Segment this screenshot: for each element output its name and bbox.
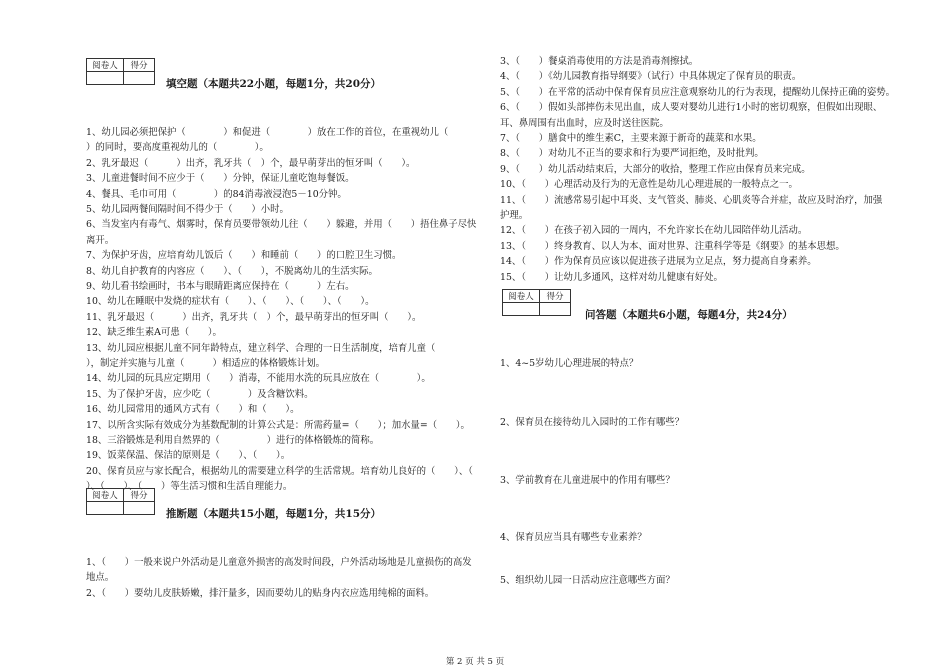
question-line: 13、（ ）终身教育、以人为本、面对世界、注重科学等是《纲要》的基本思想。: [500, 240, 845, 252]
question-line: 7、（ ）膳食中的维生素C，主要来源于新奇的蔬菜和水果。: [500, 133, 762, 144]
question-line: ），制定并实施与儿童（ ）相适应的体格锻炼计划。: [86, 358, 326, 369]
question-line: 耳、鼻周围有出血时，应及时送往医院。: [500, 117, 669, 129]
question-line: ）、（ ）、（ ）等生活习惯和生活自理能力。: [86, 481, 293, 493]
qa-title: 问答题（本题共6小题，每题4分，共24分）: [585, 309, 793, 321]
question-line: 9、幼儿看书绘画时，书本与眼睛距离应保持在（ ）左右。: [86, 281, 355, 292]
score-label: 得分: [124, 59, 155, 72]
question-line: 4、（ ）《幼儿园教育指导纲要》（试行）中具体规定了保育员的职责。: [500, 71, 802, 83]
question-line: 2、乳牙最迟（ ）出齐，乳牙共（ ）个，最早萌芽出的恒牙叫（ ）。: [86, 157, 416, 169]
question-line: 5、（ ）在平常的活动中保育保育员应注意观察幼儿的行为表现，提醒幼儿保持正确的姿势。: [500, 86, 896, 98]
question-line: ）的同时，要高度重视幼儿的（ ）。: [86, 142, 269, 154]
score-cell: [124, 72, 155, 85]
question-line: 10、幼儿在睡眠中发烧的症状有（ ）、（ ）、（ ）、（ ）。: [86, 296, 375, 308]
question-line: 8、（ ）对幼儿不正当的要求和行为要严词拒绝，及时批判。: [500, 148, 764, 160]
question-line: 10、（ ）心理活动及行为的无意性是幼儿心理进展的一般特点之一。: [500, 179, 798, 191]
question-line: 9、（ ）幼儿活动结束后，大部分的收拾，整理工作应由保育员来完成。: [500, 163, 811, 175]
score-box-fill: [86, 58, 155, 85]
reviewer-cell: [87, 502, 124, 515]
question-line: 1、幼儿园必须把保护（ ）和促进（ ）放在工作的首位，在重视幼儿（: [86, 127, 449, 138]
question-line: 14、幼儿园的玩具应定期用（ ）消毒，不能用水洗的玩具应放在（ ）。: [86, 373, 431, 385]
fill-blank-title: 填空题（本题共22小题，每题1分，共20分）: [166, 78, 382, 90]
reviewer-cell: [87, 72, 124, 85]
question-line: 1、（ ）一般来说户外活动是儿童意外损害的高发时间段，户外活动场地是儿童损伤的高发: [86, 557, 472, 568]
score-cell: [540, 303, 571, 316]
question-line: 2、（ ）要幼儿皮肤娇嫩，排汗量多，因而要幼儿的贴身内衣应选用纯棉的面料。: [86, 587, 435, 599]
question-line: 7、为保护牙齿，应培育幼儿饭后（ ）和睡前（ ）的口腔卫生习惯。: [86, 250, 402, 262]
reviewer-label: 阅卷人: [87, 59, 124, 72]
question-line: 18、三浴锻炼是利用自然界的（ ）进行的体格锻炼的简称。: [86, 435, 380, 446]
page-footer: 第 2 页 共 5 页: [445, 657, 505, 667]
reviewer-label: 阅卷人: [87, 489, 124, 502]
question-line: 12、缺乏维生素A可患（ ）。: [86, 327, 222, 339]
question-line: 12、（ ）在孩子初入园的一周内，不允许家长在幼儿园陪伴幼儿活动。: [500, 225, 808, 237]
question-line: 11、（ ）流感常易引起中耳炎、支气管炎、肺炎、心肌炎等合并症，故应及时治疗，加强: [500, 194, 883, 206]
question-line: 8、幼儿自护教育的内容应（ ）、（ ），不脱离幼儿的生活实际。: [86, 265, 378, 277]
question-line: 11、乳牙最迟（ ）出齐，乳牙共（ ）个，最早萌芽出的恒牙叫（ ）。: [86, 311, 422, 323]
question-line: 19、饭菜保温、保洁的原则是（ ）、（ ）。: [86, 450, 291, 462]
qa-question: 4、保育员应当具有哪些专业素养？: [500, 532, 647, 543]
question-line: 3、（ ）餐桌消毒使用的方法是消毒剂擦拭。: [500, 56, 699, 67]
question-line: 6、（ ）假如头部摔伤未见出血，成人要对婴幼儿进行1小时的密切观察，但假如出现眼、: [500, 102, 883, 114]
judge-title: 推断题（本题共15小题，每题1分，共15分）: [166, 508, 382, 520]
reviewer-label: 阅卷人: [503, 290, 540, 303]
question-line: 15、（ ）让幼儿多通风，这样对幼儿健康有好处。: [500, 271, 723, 283]
qa-question: 3、学前教育在儿童进展中的作用有哪些？: [500, 475, 675, 486]
score-box-qa: [502, 289, 571, 316]
question-line: 15、为了保护牙齿，应少吃（ ）及含糖饮料。: [86, 388, 314, 400]
score-label: 得分: [540, 290, 571, 303]
question-line: 20、保育员应与家长配合，根据幼儿的需要建立科学的生活常规。培育幼儿良好的（ ）、（: [86, 465, 473, 477]
question-line: 护理。: [500, 210, 529, 221]
qa-question: 1、4~5岁幼儿心理进展的特点？: [500, 358, 639, 369]
question-line: 13、幼儿园应根据儿童不同年龄特点，建立科学、合理的一日生活制度，培育儿童（: [86, 342, 436, 354]
question-line: 6、当发室内有毒气、烟雾时，保育员要带领幼儿往（ ）躲避，并用（ ）捂住鼻子尽快: [86, 219, 477, 231]
qa-question: 2、保育员在接待幼儿入园时的工作有哪些？: [500, 417, 685, 428]
question-line: 17、以所含实际有效成分为基数配制的计算公式是：所需药量=（ ）；加水量=（ ）。: [86, 419, 470, 431]
score-label: 得分: [124, 489, 155, 502]
score-box-judge: [86, 488, 155, 515]
question-line: 16、幼儿园常用的通风方式有（ ）和（ ）。: [86, 404, 300, 416]
question-line: 离开。: [86, 234, 115, 246]
question-line: 4、餐具、毛巾可用（ ）的84消毒液浸泡5－10分钟。: [86, 188, 347, 200]
qa-question: 5、组织幼儿园一日活动应注意哪些方面？: [500, 575, 675, 586]
question-line: 地点。: [86, 572, 115, 584]
question-line: 3、儿童进餐时间不应少于（ ）分钟，保证儿童吃饱每餐饭。: [86, 173, 355, 185]
question-line: 14、（ ）作为保育员应该以促进孩子进展为立足点，努力提高自身素养。: [500, 256, 817, 268]
score-cell: [124, 502, 155, 515]
question-line: 5、幼儿园两餐间隔时间不得少于（ ）小时。: [86, 204, 289, 215]
reviewer-cell: [503, 303, 540, 316]
